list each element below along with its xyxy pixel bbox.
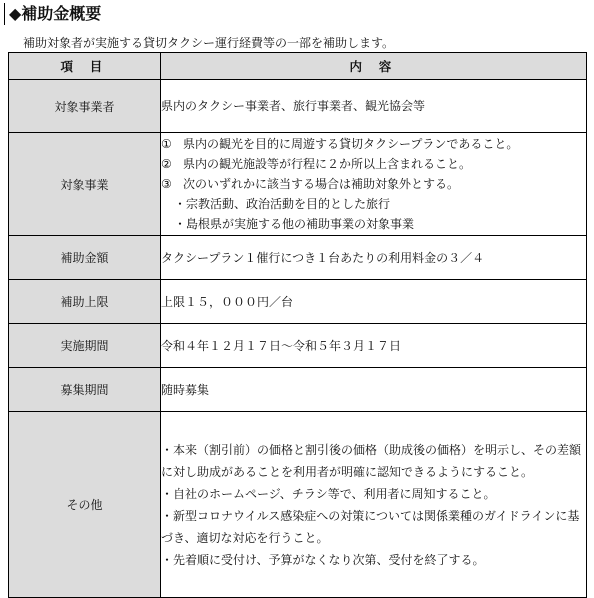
value-target: [161, 133, 587, 236]
condition-number: ②: [161, 157, 172, 171]
section-heading: ◆補助金概要: [4, 3, 101, 25]
label-other: その他: [9, 412, 161, 598]
condition-number: ③: [161, 177, 172, 191]
label-recruit: 募集期間: [9, 368, 161, 412]
target-condition-3: [161, 174, 586, 194]
condition-text: 県内の観光を目的に周遊する貸切タクシープランであること。: [183, 137, 519, 151]
header-item: 項 目: [9, 53, 161, 80]
table-header-row: [9, 53, 587, 80]
condition-number: ①: [161, 137, 172, 151]
table-row: [9, 80, 587, 133]
label-amount: 補助金額: [9, 236, 161, 280]
value-amount: タクシープラン１催行につき１台あたりの利用料金の３／４: [161, 236, 587, 280]
value-recruit: 随時募集: [161, 368, 587, 412]
table-row: [9, 133, 587, 236]
table-row: [9, 280, 587, 324]
label-limit: 補助上限: [9, 280, 161, 324]
value-subject: 県内のタクシー事業者、旅行事業者、観光協会等: [161, 80, 587, 133]
subsidy-overview-table: [8, 52, 587, 598]
target-condition-1: [161, 134, 586, 154]
label-target: 対象事業: [9, 133, 161, 236]
intro-text: 補助対象者が実施する貸切タクシー運行経費等の一部を補助します。: [23, 36, 395, 50]
other-item-3: ・新型コロナウイルス感染症への対策については関係業種のガイドラインに基づき、適切な対応を行うこと。: [161, 508, 580, 545]
label-subject: 対象事業者: [9, 80, 161, 133]
other-item-4: ・先着順に受付け、予算がなくなり次第、受付を終了する。: [161, 552, 485, 567]
value-limit: 上限１５，０００円／台: [161, 280, 587, 324]
table-row: [9, 368, 587, 412]
table-row: [9, 412, 587, 598]
value-period: 令和４年１２月１７日～令和５年３月１７日: [161, 324, 587, 368]
condition-text: 次のいずれかに該当する場合は補助対象外とする。: [183, 177, 460, 191]
value-other: [161, 412, 587, 598]
table-row: [9, 236, 587, 280]
other-item-2: ・自社のホームページ、チラシ等で、利用者に周知すること。: [161, 486, 496, 501]
target-condition-2: [161, 154, 586, 174]
header-content: 内 容: [161, 53, 587, 80]
exclusion-item-1: ・宗教活動、政治活動を目的とした旅行: [174, 197, 391, 211]
label-period: 実施期間: [9, 324, 161, 368]
table-row: [9, 324, 587, 368]
other-item-1: ・本来（割引前）の価格と割引後の価格（助成後の価格）を明示し、その差額に対し助成があることを利用者が明確に認知できるようにすること。: [161, 442, 582, 479]
exclusion-item-2: ・島根県が実施する他の補助事業の対象事業: [174, 217, 415, 231]
condition-text: 県内の観光施設等が行程に２か所以上含まれること。: [183, 157, 472, 171]
